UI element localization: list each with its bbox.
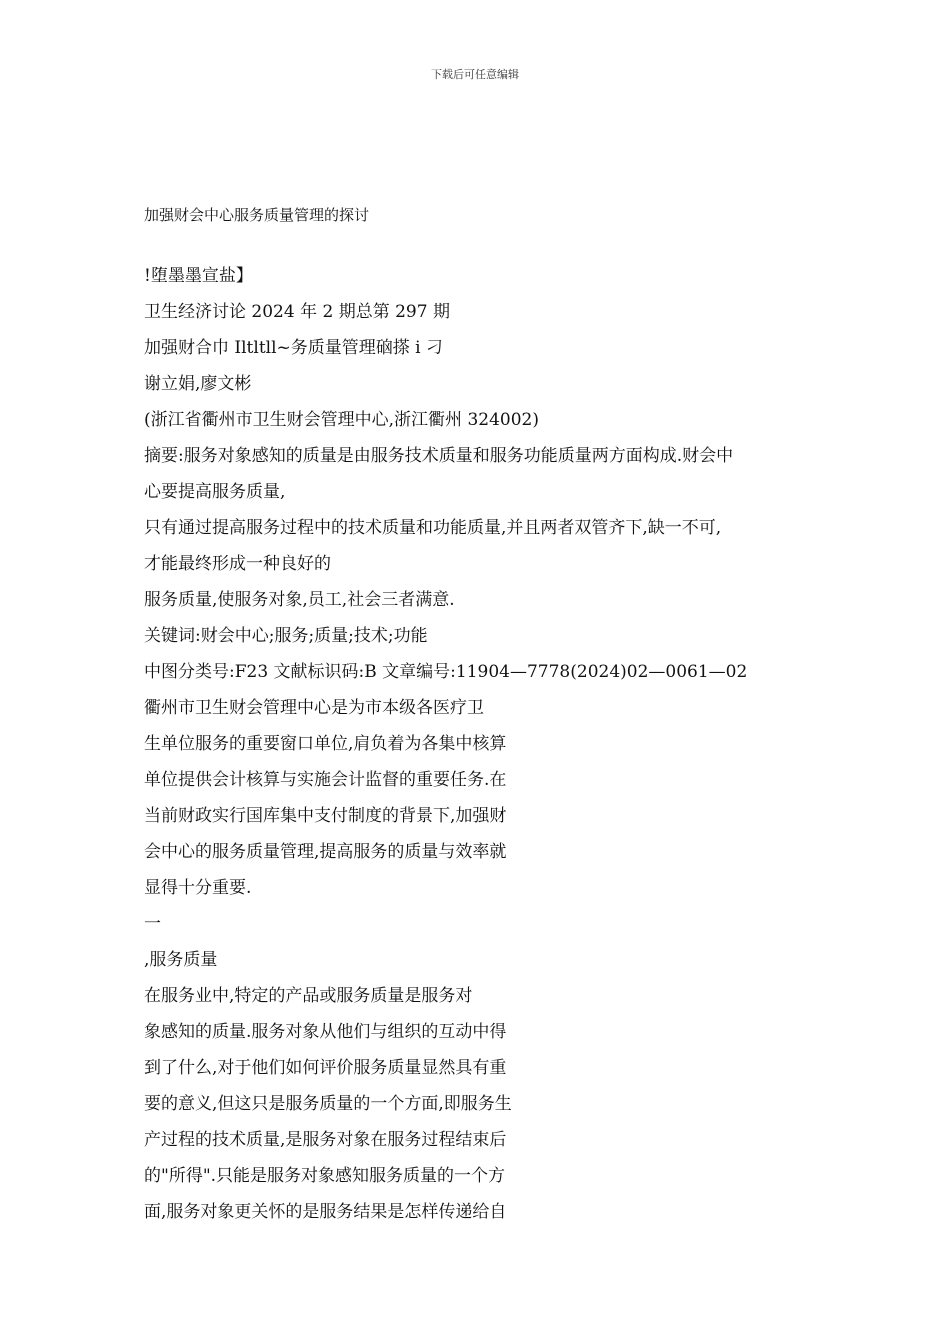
text-line: 加强财合巾 Iltltll~务质量管理硇搽 i 刁 [144, 338, 444, 358]
text-line: 中图分类号:F23 文献标识码:B 文章编号:11904—7778(2024)02—0061—02 [144, 662, 748, 682]
text-line: 象感知的质量.服务对象从他们与组织的互动中得 [144, 1022, 507, 1042]
text-line: 心要提高服务质量, [144, 482, 286, 502]
text-line: 面,服务对象更关怀的是服务结果是怎样传递给自 [144, 1202, 507, 1222]
document-body [144, 262, 824, 1234]
text-line: 的"所得".只能是服务对象感知服务质量的一个方 [144, 1166, 506, 1186]
text-line: 单位提供会计核算与实施会计监督的重要任务.在 [144, 770, 507, 790]
text-line: 会中心的服务质量管理,提高服务的质量与效率就 [144, 842, 507, 862]
text-line: ,服务质量 [144, 950, 218, 970]
text-line: 要的意义,但这只是服务质量的一个方面,即服务生 [144, 1094, 512, 1114]
text-line: 当前财政实行国库集中支付制度的背景下,加强财 [144, 806, 507, 826]
text-line: 摘要:服务对象感知的质量是由服务技术质量和服务功能质量两方面构成.财会中 [144, 446, 734, 466]
text-line: (浙江省衢州市卫生财会管理中心,浙江衢州 324002) [144, 410, 539, 430]
text-line: 服务质量,使服务对象,员工,社会三者满意. [144, 590, 455, 610]
text-line: 产过程的技术质量,是服务对象在服务过程结束后 [144, 1130, 507, 1150]
text-line: 生单位服务的重要窗口单位,肩负着为各集中核算 [144, 734, 507, 754]
document-title: 加强财会中心服务质量管理的探讨 [144, 206, 370, 224]
text-line: 关键词:财会中心;服务;质量;技术;功能 [144, 626, 428, 646]
text-line: 只有通过提高服务过程中的技术质量和功能质量,并且两者双管齐下,缺一不可, [144, 518, 722, 538]
text-line: 衢州市卫生财会管理中心是为市本级各医疗卫 [144, 698, 484, 718]
header-note: 下载后可任意编辑 [431, 68, 519, 81]
text-line: !堕墨墨宣盐】 [144, 266, 253, 286]
text-line: 卫生经济讨论 2024 年 2 期总第 297 期 [144, 302, 450, 322]
text-line: 显得十分重要. [144, 878, 252, 898]
text-line: 在服务业中,特定的产品或服务质量是服务对 [144, 986, 473, 1006]
text-line: 一 [144, 914, 161, 934]
text-line: 谢立娟,廖文彬 [144, 374, 252, 394]
text-line: 到了什么,对于他们如何评价服务质量显然具有重 [144, 1058, 507, 1078]
text-line: 才能最终形成一种良好的 [144, 554, 331, 574]
